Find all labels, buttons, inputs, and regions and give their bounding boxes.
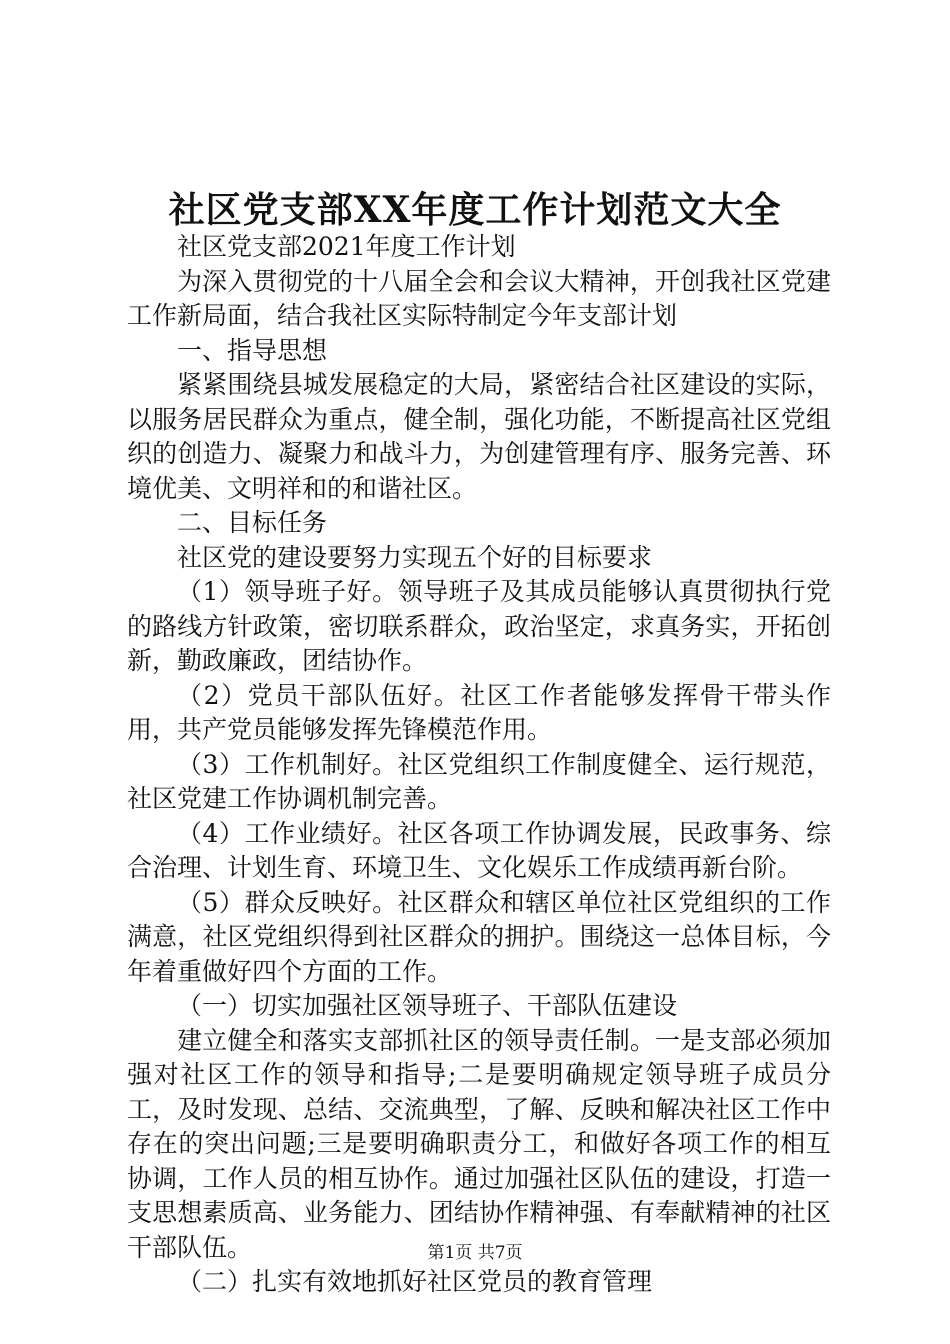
paragraph: 为深入贯彻党的十八届全会和会议大精神，开创我社区党建工作新局面，结合我社区实际特制定今年支部计划 — [127, 266, 831, 330]
section-heading: 二、目标任务 — [177, 508, 328, 537]
document-title: 社区党支部XX年度工作计划范文大全 — [168, 189, 782, 231]
section-heading: （二）扎实有效地抓好社区党员的教育管理 — [177, 1267, 653, 1296]
paragraph: 社区党的建设要努力实现五个好的目标要求 — [177, 542, 653, 572]
document-body — [127, 230, 831, 1300]
list-item: （2）党员干部队伍好。社区工作者能够发挥骨干带头作用，共产党员能够发挥先锋模范作用。 — [127, 680, 831, 744]
section-heading: （一）切实加强社区领导班子、干部队伍建设 — [177, 991, 678, 1020]
page-footer: 第1页 共7页 — [427, 1243, 523, 1263]
list-item: （3）工作机制好。社区党组织工作制度健全、运行规范，社区党建工作协调机制完善。 — [127, 749, 831, 813]
list-item: （5）群众反映好。社区群众和辖区单位社区党组织的工作满意，社区党组织得到社区群众的拥护。围绕这一总体目标，今年着重做好四个方面的工作。 — [127, 887, 831, 986]
paragraph: 建立健全和落实支部抓社区的领导责任制。一是支部必须加强对社区工作的领导和指导;二是要明确规定领导班子成员分工，及时发现、总结、交流典型，了解、反映和解决社区工作中存在的突出问题;三是要明确职责分工，和做好各项工作的相互协调，工作人员的相互协作。通过加强社区队伍的建设，打造一支思想素质高、业务能力、团结协作精神强、有奉献精神的社区干部队伍。 — [127, 1025, 831, 1262]
list-item: （1）领导班子好。领导班子及其成员能够认真贯彻执行党的路线方针政策，密切联系群众，政治坚定，求真务实，开拓创新，勤政廉政，团结协作。 — [127, 577, 831, 675]
paragraph: 紧紧围绕县城发展稳定的大局，紧密结合社区建设的实际，以服务居民群众为重点，健全制，强化功能，不断提高社区党组织的创造力、凝聚力和战斗力，为创建管理有序、服务完善、环境优美、文明祥和的和谐社区。 — [127, 370, 831, 503]
paragraph: 社区党支部2021年度工作计划 — [177, 232, 516, 261]
list-item: （4）工作业绩好。社区各项工作协调发展，民政事务、综合治理、计划生育、环境卫生、文化娱乐工作成绩再新台阶。 — [127, 818, 831, 882]
section-heading: 一、指导思想 — [177, 335, 328, 365]
